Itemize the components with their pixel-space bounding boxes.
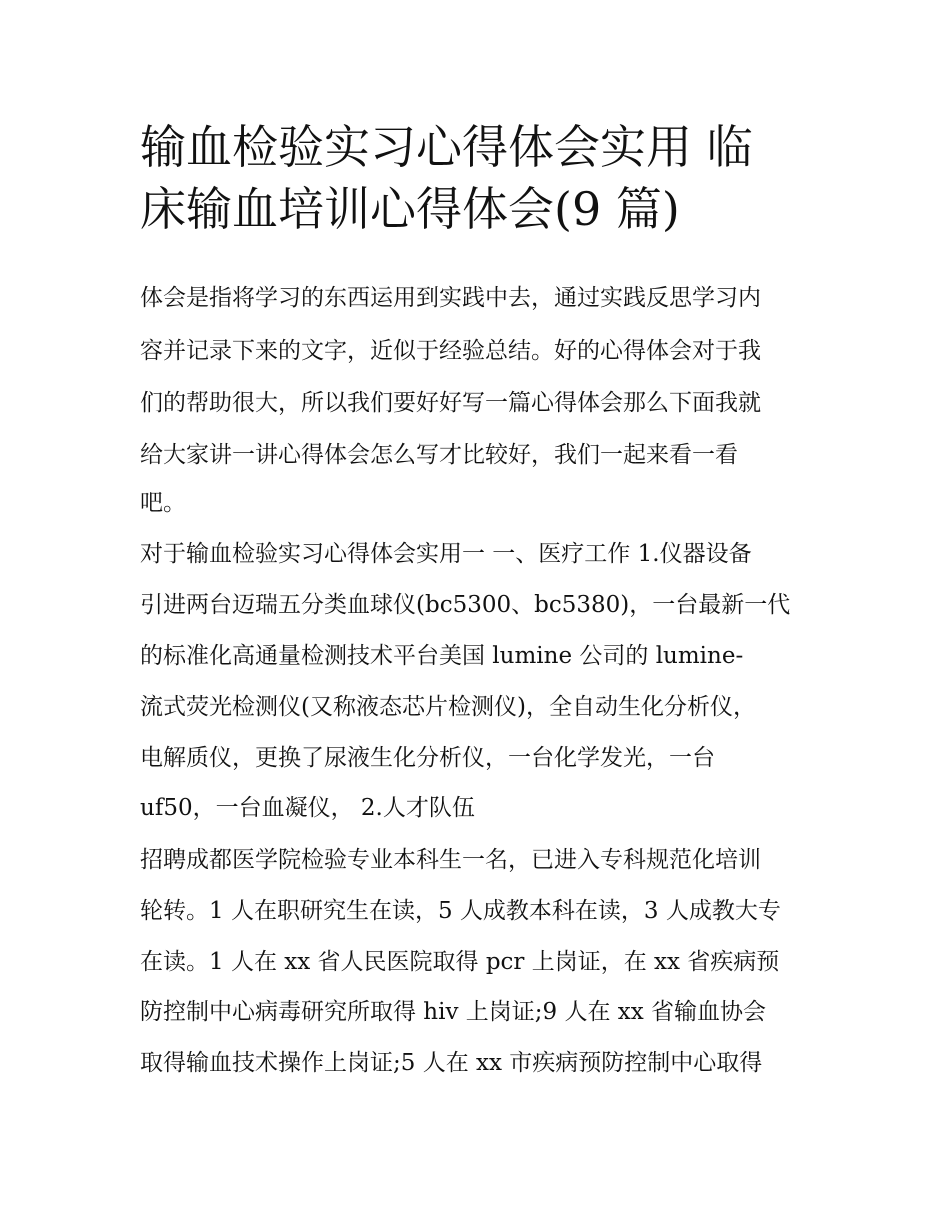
body-line-5: 吧。: [140, 490, 186, 516]
body-line-8: 的标准化高通量检测技术平台美国 lumine 公司的 lumine-: [140, 643, 744, 669]
body-line-13: 轮转。1 人在职研究生在读，5 人成教本科在读，3 人成教大专: [140, 898, 781, 924]
title-line-2: 床输血培训心得体会(9 篇): [140, 182, 680, 236]
body-line-6: 对于输血检验实习心得体会实用一 一、医疗工作 1.仪器设备: [140, 541, 752, 567]
body-line-7: 引进两台迈瑞五分类血球仪(bc5300、bc5380)，一台最新一代: [140, 592, 791, 618]
body-line-4: 给大家讲一讲心得体会怎么写才比较好，我们一起来看一看: [140, 442, 738, 468]
body-line-16: 取得输血技术操作上岗证;5 人在 xx 市疾病预防控制中心取得: [140, 1050, 763, 1076]
body-line-15: 防控制中心病毒研究所取得 hiv 上岗证;9 人在 xx 省输血协会: [140, 999, 767, 1025]
body-line-9: 流式荧光检测仪(又称液态芯片检测仪)，全自动生化分析仪，: [140, 694, 756, 720]
body-line-10: 电解质仪，更换了尿液生化分析仪，一台化学发光，一台: [140, 745, 715, 771]
body-line-12: 招聘成都医学院检验专业本科生一名，已进入专科规范化培训: [140, 847, 761, 873]
body-line-2: 容并记录下来的文字，近似于经验总结。好的心得体会对于我: [140, 338, 761, 364]
body-line-11: uf50，一台血凝仪， 2.人才队伍: [140, 795, 475, 821]
body-line-1: 体会是指将学习的东西运用到实践中去，通过实践反思学习内: [140, 285, 761, 311]
body-line-3: 们的帮助很大，所以我们要好好写一篇心得体会那么下面我就: [140, 390, 761, 416]
title-line-1: 输血检验实习心得体会实用 临: [140, 120, 753, 174]
body-line-14: 在读。1 人在 xx 省人民医院取得 pcr 上岗证，在 xx 省疾病预: [140, 949, 780, 975]
document-title: [140, 116, 820, 240]
